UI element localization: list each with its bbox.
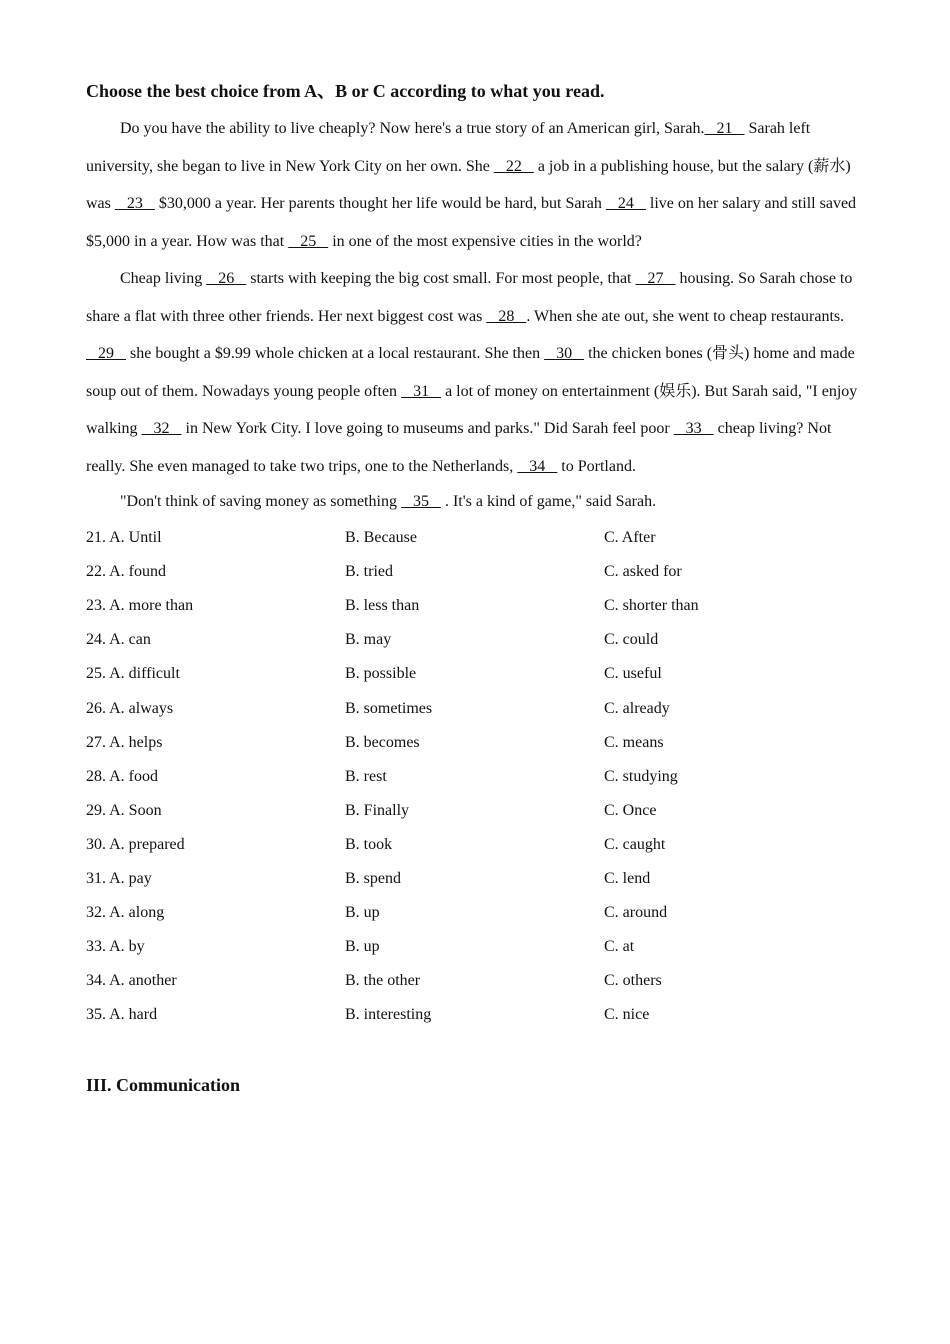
question-row [86,657,864,691]
option-a: 30. A. prepared [86,835,185,853]
option-b: B. up [345,938,380,956]
section-heading: Choose the best choice from A、B or C according to what you read. [86,81,605,101]
option-a: 24. A. can [86,631,151,649]
option-b: B. interesting [345,1006,432,1024]
answer-blank: 28 [486,307,527,325]
question-row [86,998,864,1032]
question-row [86,760,864,794]
passage-text: in New York City. I love going to museums and parks." Did Sarah feel poor [181,420,674,437]
answer-blank: 23 [114,195,155,212]
option-a: 26. A. always [86,699,174,717]
passage-text: housing. So Sarah chose to share a flat with three other friends. Her next biggest cost was [86,270,853,325]
option-b: B. up [345,904,380,922]
passage-text: Sarah left university, she began to live in New York City on her own. She [86,120,811,175]
answer-blank: 21 [704,120,745,137]
option-a: 35. A. hard [86,1006,158,1024]
option-a: 21. A. Until [86,529,162,547]
answer-blank: 29 [86,345,126,362]
passage-text: $30,000 a year. Her parents thought her life would be hard, but Sarah [154,195,606,212]
passage-text: cheap living? Not really. She even managed to take two trips, one to the Netherlands, [86,420,832,475]
question-row [86,555,864,589]
question-row [86,589,864,623]
option-c: C. means [604,733,664,751]
option-b: B. spend [345,869,401,887]
answer-blank: 25 [288,232,329,250]
option-c: C. After [604,529,656,547]
passage-text: in one of the most expensive cities in the world? [328,232,642,250]
option-a: 32. A. along [86,904,165,922]
option-c: C. others [604,972,662,990]
document-page [86,78,864,1098]
option-c: C. could [604,631,659,649]
option-a: 29. A. Soon [86,801,162,819]
passage-text: the chicken bones (骨头) home and made soup out of them. Nowadays young people often [86,345,855,400]
passage-text: Cheap living [120,270,207,287]
answer-blank: 34 [517,457,558,475]
passage-text: she bought a $9.99 whole chicken at a local restaurant. She then [126,345,545,362]
option-b: B. may [345,631,392,649]
passage-text: . It's a kind of game," said Sarah. [440,493,657,510]
option-b: B. tried [345,563,393,581]
answer-blank: 22 [493,157,534,175]
passage-text: "Don't think of saving money as something [120,493,401,510]
option-c: C. asked for [604,563,682,581]
option-c: C. studying [604,767,678,785]
passage-text: live on her salary and still saved $5,000 in a year. How was that [86,195,857,250]
option-b: B. less than [345,597,420,615]
option-a: 25. A. difficult [86,665,180,683]
option-a: 27. A. helps [86,733,163,751]
option-a: 22. A. found [86,563,166,581]
passage-text: a lot of money on entertainment (娱乐). But Sarah said, "I enjoy walking [86,382,858,437]
answer-blank: 30 [544,345,585,362]
answer-blank: 26 [206,270,247,287]
question-row [86,691,864,725]
option-a: 34. A. another [86,972,177,990]
question-row [86,794,864,828]
passage-text: a job in a publishing house, but the salary (薪水) was [86,157,851,212]
question-row [86,930,864,964]
option-c: C. at [604,938,635,956]
option-b: B. Finally [345,801,410,819]
next-section-title: III. Communication [86,1075,241,1096]
option-b: B. took [345,835,393,853]
option-a: 23. A. more than [86,597,194,615]
option-b: B. Because [345,529,417,547]
passage [86,110,864,519]
question-row [86,862,864,896]
question-row [86,964,864,998]
option-b: B. the other [345,972,421,990]
passage-paragraph [86,260,864,485]
answer-blank: 31 [401,382,442,400]
option-b: B. rest [345,767,387,785]
answer-blank: 27 [635,270,676,287]
answer-blank: 33 [673,420,714,437]
option-c: C. Once [604,801,657,819]
passage-text: to Portland. [557,457,636,475]
passage-paragraph [86,485,864,519]
option-b: B. becomes [345,733,420,751]
option-c: C. nice [604,1006,650,1024]
question-row [86,623,864,657]
option-c: C. around [604,904,668,922]
question-row [86,726,864,760]
answer-blank: 32 [141,420,182,437]
option-c: C. shorter than [604,597,699,615]
answer-blank: 35 [400,493,441,510]
passage-text: starts with keeping the big cost small. For most people, that [246,270,636,287]
option-c: C. lend [604,869,651,887]
question-row [86,521,864,555]
options-list [86,521,864,1032]
option-c: C. useful [604,665,662,683]
question-row [86,828,864,862]
option-b: B. sometimes [345,699,433,717]
option-c: C. already [604,699,670,717]
question-row [86,896,864,930]
passage-text: Do you have the ability to live cheaply? Now here's a true story of an American girl, Sarah. [120,120,705,137]
option-a: 31. A. pay [86,869,152,887]
passage-text: . When she ate out, she went to cheap restaurants. [526,307,845,325]
option-b: B. possible [345,665,417,683]
option-a: 33. A. by [86,938,145,956]
option-c: C. caught [604,835,666,853]
passage-paragraph [86,110,864,260]
option-a: 28. A. food [86,767,158,785]
answer-blank: 24 [605,195,646,212]
